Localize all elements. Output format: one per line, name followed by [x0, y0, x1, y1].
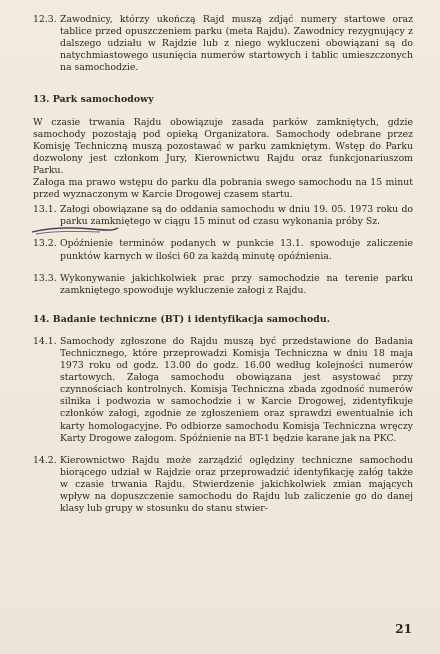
section-13-intro-2: Załoga ma prawo wstępu do parku dla pobrania swego samochodu na 15 minut przed wyznaczonym w Karcie Drogowej czasem startu.	[33, 177, 413, 201]
item-text: Opóźnienie terminów podanych w punkcie 13.1. spowoduje zaliczenie punktów karnych w ilości 60 za każdą minutę opóźnienia.	[60, 238, 413, 262]
pen-tick	[58, 98, 68, 104]
section-14-heading: 14. Badanie techniczne (BT) i identyfikacja samochodu.	[33, 313, 331, 325]
paragraph-12-3	[33, 14, 413, 74]
section-13-intro: W czasie trwania Rajdu obowiązuje zasada parków zamkniętych, gdzie samochody pozostają pod opieką Organizatora. Samochody odebrane przez Komisję Techniczną muszą pozostawać w parku zamkniętym. Wstęp do Parku dozwolony jest członkom Jury, Kierownictwu Rajdu oraz funkcjonariuszom Parku.	[33, 116, 413, 176]
item-text: Wykonywanie jakichkolwiek prac przy samochodzie na terenie parku zamkniętego spowoduje wykluczenie załogi z Rajdu.	[60, 272, 413, 296]
page-text	[33, 14, 413, 515]
item-number: 14.1.	[33, 335, 57, 347]
item-text: Kierownictwo Rajdu może zarządzić oględziny techniczne samochodu biorącego udział w Rajdzie oraz przeprowadzić identyfikację załóg także w czasie trwania Rajdu. Stwierdzenie jakichkolwiek zmian mających wpływ na dopuszczenie samochodu do Rajdu lub zaliczenie go do danej klasy lub grupy w stosunku do stanu stwier-	[60, 454, 413, 515]
item-number: 13.1.	[33, 204, 57, 216]
item-number: 14.2.	[33, 454, 57, 466]
item-number: 12.3.	[33, 14, 57, 25]
paragraph-13-3	[33, 273, 413, 297]
paragraph-14-1	[33, 336, 413, 445]
section-13-heading: 13. Park samochodowy	[33, 94, 154, 106]
item-number: 13.3.	[33, 272, 57, 284]
item-text: Załogi obowiązane są do oddania samochodu w dniu 19. 05. 1973 roku do parku zamkniętego w ciągu 15 minut od czasu wykonania próby Sz.	[60, 204, 413, 228]
item-number: 13.2.	[33, 238, 57, 250]
pen-mark	[30, 223, 120, 237]
paragraph-14-2	[33, 455, 413, 515]
item-text: Samochody zgłoszone do Rajdu muszą być przedstawione do Badania Technicznego, które przeprowadzi Komisja Techniczna w dniu 18 maja 1973 roku od godz. 13.00 do godz. 16.00 według kolejności numerów startowych. Załoga samochodu obowiązana jest asystować przy czynnościach kontrolnych. Komisja Techniczna zbada zgodność numerów silnika i podwozia w samochodzie i w Karcie Drogowej, zidentyfikuje członków załogi, zgodnie ze zgłoszeniem oraz sprawdzi ewentualnie ich karty homologacyjne. Po odbiorze samochodu Komisja Techniczna wręczy Karty Drogowe załogom. Spóźnienie na BT-1 będzie karane jak na PKC.	[60, 335, 413, 444]
item-text: Zawodnicy, którzy ukończą Rajd muszą zdjąć numery startowe oraz tablice przed opuszczeniem parku (meta Rajdu). Zawodnicy rezygnujący z dalszego udziału w Rajdzie lub z niego wykluczeni obowiązani są do natychmiastowego usunięcia numerów startowych i tablic umieszczonych na samochodzie.	[60, 14, 413, 74]
page-number: 21	[395, 622, 412, 636]
paragraph-13-2	[33, 238, 413, 262]
